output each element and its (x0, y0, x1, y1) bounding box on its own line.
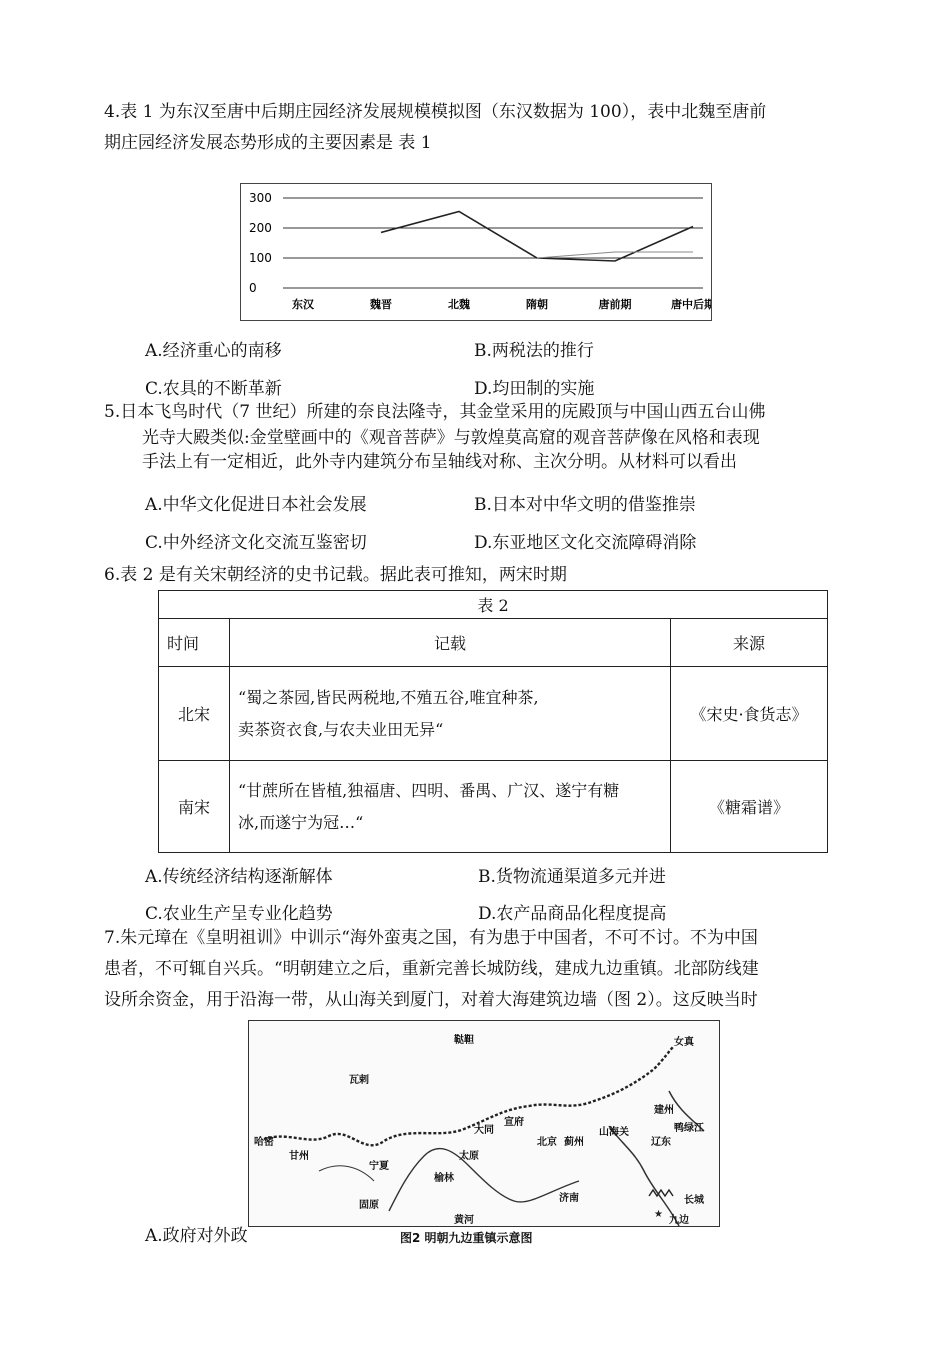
series-line-0 (381, 212, 693, 262)
q4-stem-line1: 4.表 1 为东汉至唐中后期庄园经济发展规模模拟图（东汉数据为 100），表中北魏至唐前 (104, 102, 767, 122)
q4-option-a[interactable]: A.经济重心的南移 (145, 341, 282, 361)
q6-option-c[interactable]: C.农业生产呈专业化趋势 (145, 904, 333, 924)
q5-stem-line3: 手法上有一定相近，此外寺内建筑分布呈轴线对称、主次分明。从材料可以看出 (142, 452, 737, 472)
series-line-1 (537, 252, 693, 258)
q7-option-a[interactable]: A.政府对外政 (145, 1226, 248, 1246)
map-label: 辽东 (651, 1137, 671, 1148)
q5-stem-line1: 5.日本飞鸟时代（7 世纪）所建的奈良法隆寺，其金堂采用的庑殿顶与中国山西五台山佛 (104, 402, 766, 422)
map-label: 女真 (674, 1037, 694, 1048)
map-label: 榆林 (434, 1173, 454, 1184)
map-label: 济南 (559, 1193, 579, 1204)
table1-chart (240, 183, 712, 321)
q5-option-b[interactable]: B.日本对中华文明的借鉴推崇 (474, 495, 696, 515)
q5-option-a[interactable]: A.中华文化促进日本社会发展 (145, 495, 367, 515)
q4-option-c[interactable]: C.农具的不断革新 (145, 379, 282, 399)
map-label: 甘州 (289, 1151, 309, 1162)
row-record-line2: 卖茶资衣食,与农夫业田无异“ (238, 719, 444, 739)
y-tick-label: 300 (249, 191, 272, 205)
header-source: 来源 (671, 619, 828, 667)
header-time: 时间 (159, 619, 230, 667)
map-label: 宁夏 (369, 1161, 389, 1172)
svg-text:★: ★ (654, 1209, 663, 1220)
map-label: 长城 (684, 1195, 704, 1206)
map-label: 九边 (669, 1215, 689, 1226)
map-label: 鸭绿江 (674, 1123, 704, 1134)
x-tick-label: 唐中后期 (671, 298, 711, 311)
map-label: 宣府 (504, 1117, 524, 1128)
q5-stem-line2: 光寺大殿类似:金堂壁画中的《观音菩萨》与敦煌莫高窟的观音菩萨像在风格和表现 (142, 428, 760, 448)
ming-nine-garrisons-map (248, 1020, 720, 1227)
q4-option-d[interactable]: D.均田制的实施 (474, 379, 595, 399)
row-record-line2: 冰,而遂宁为冠…“ (238, 812, 364, 832)
x-tick-label: 魏晋 (370, 298, 392, 311)
row-record-line1: “蜀之茶园,皆民两税地,不殖五谷,唯宜种茶, (238, 687, 539, 707)
header-record: 记载 (230, 619, 671, 667)
map-label: 鞑靼 (454, 1035, 474, 1046)
y-tick-label: 100 (249, 251, 272, 265)
map-label: 黄河 (454, 1215, 474, 1226)
row-source: 《宋史·食货志》 (671, 667, 828, 761)
x-tick-label: 隋朝 (526, 298, 548, 311)
x-tick-label: 北魏 (448, 298, 470, 311)
q6-stem: 6.表 2 是有关宋朝经济的史书记载。据此表可推知，两宋时期 (104, 565, 567, 585)
q6-option-a[interactable]: A.传统经济结构逐渐解体 (145, 867, 333, 887)
map-label: 太原 (459, 1151, 479, 1162)
map-label: 哈密 (254, 1137, 274, 1148)
q6-option-b[interactable]: B.货物流通渠道多元并进 (478, 867, 666, 887)
row-record-line1: “甘蔗所在皆植,独福唐、四明、番禺、广汉、遂宁有糖 (238, 780, 620, 800)
map-label: 蓟州 (564, 1137, 584, 1148)
map-label: 山海关 (599, 1127, 629, 1138)
q7-stem-line3: 设所余资金，用于沿海一带，从山海关到厦门，对着大海建筑边墙（图 2）。这反映当时 (104, 990, 758, 1010)
q6-option-d[interactable]: D.农产品商品化程度提高 (478, 904, 667, 924)
row-record (230, 761, 671, 853)
table-row (159, 667, 828, 761)
map-caption: 图2 明朝九边重镇示意图 (400, 1231, 533, 1245)
q7-stem-line1: 7.朱元璋在《皇明祖训》中训示“海外蛮夷之国，有为患于中国者，不可不讨。不为中国 (104, 928, 758, 948)
map-label: 北京 (537, 1137, 557, 1148)
map-label: 大同 (474, 1125, 494, 1136)
table-2 (158, 590, 828, 853)
row-time: 北宋 (159, 667, 230, 761)
q7-stem-line2: 患者，不可辄自兴兵。“明朝建立之后，重新完善长城防线，建成九边重镇。北部防线建 (104, 959, 759, 979)
q5-option-c[interactable]: C.中外经济文化交流互鉴密切 (145, 533, 367, 553)
q4-stem-line2: 期庄园经济发展态势形成的主要因素是 表 1 (104, 133, 432, 153)
y-tick-label: 0 (249, 281, 257, 295)
q4-option-b[interactable]: B.两税法的推行 (474, 341, 594, 361)
row-record (230, 667, 671, 761)
map-label: 固原 (359, 1200, 379, 1211)
x-tick-label: 唐前期 (598, 298, 632, 311)
row-time: 南宋 (159, 761, 230, 853)
table-2-title: 表 2 (159, 591, 828, 619)
y-tick-label: 200 (249, 221, 272, 235)
x-tick-label: 东汉 (292, 298, 314, 311)
table-row (159, 761, 828, 853)
line-chart-svg (241, 184, 711, 320)
map-label: 建州 (654, 1105, 674, 1116)
row-source: 《糖霜谱》 (671, 761, 828, 853)
map-label: 瓦剌 (349, 1075, 369, 1086)
q5-option-d[interactable]: D.东亚地区文化交流障碍消除 (474, 533, 697, 553)
